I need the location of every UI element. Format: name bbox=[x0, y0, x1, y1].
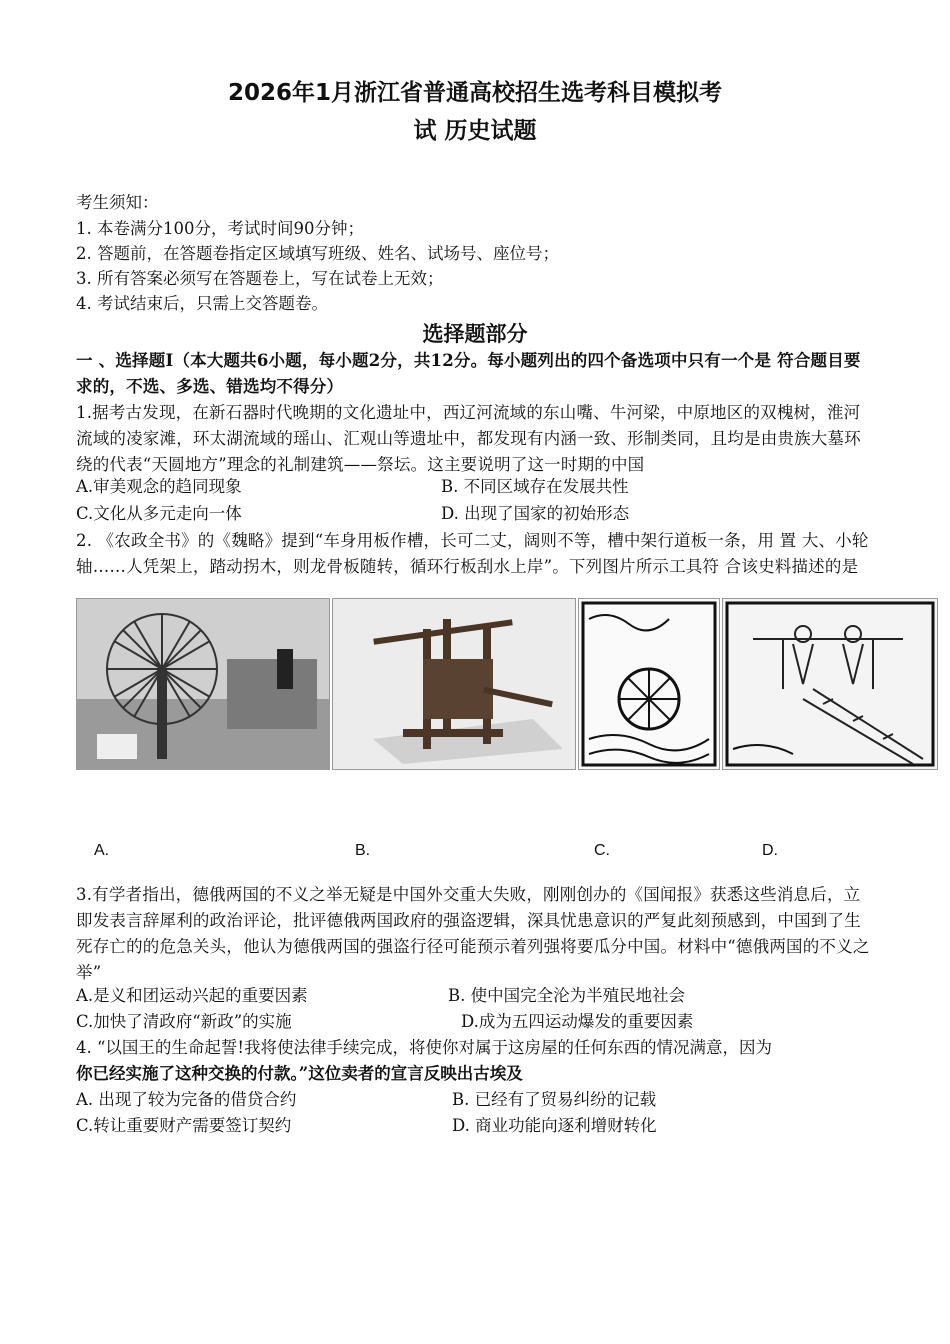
image-spinning-wheel bbox=[76, 598, 330, 770]
image-waterwheel-woodcut bbox=[578, 598, 720, 770]
notice-item: 1. 本卷满分100分，考试时间90分钟； bbox=[76, 219, 364, 238]
notice-heading: 考生须知： bbox=[76, 193, 159, 212]
notice-item: 2. 答题前，在答题卷指定区域填写班级、姓名、试场号、座位号； bbox=[76, 244, 559, 263]
image-wooden-machine-model bbox=[332, 598, 576, 770]
q1-option-d: D. 出现了国家的初始形态 bbox=[441, 504, 630, 523]
q1-option-b: B. 不同区域存在发展共性 bbox=[441, 477, 629, 496]
q3-option-c: C.加快了清政府“新政”的实施 bbox=[76, 1012, 292, 1031]
section-title: 选择题部分 bbox=[422, 322, 528, 346]
q2-label-d: D. bbox=[762, 842, 778, 859]
q4-option-a: A. 出现了较为完备的借贷合约 bbox=[76, 1090, 297, 1109]
question-1-stem: 1.据考古发现，在新石器时代晚期的文化遗址中，西辽河流域的东山嘴、牛河梁，中原地区的双槐树，淮河流域的凌家滩，环太湖流域的瑶山、汇观山等遗址中，都发现有内涵一致、形制类同，且均是由贵族大墓环绕的代表“天圆地方”理念的礼制建筑——祭坛。这主要说明了这一时期的中国 bbox=[76, 403, 861, 474]
q2-label-a: A. bbox=[94, 842, 110, 859]
q3-option-d: D.成为五四运动爆发的重要因素 bbox=[461, 1012, 694, 1031]
q4-option-d: D. 商业功能向逐利增财转化 bbox=[452, 1116, 657, 1135]
q4-option-b: B. 已经有了贸易纠纷的记载 bbox=[452, 1090, 657, 1109]
notice-item: 4. 考试结束后，只需上交答题卷。 bbox=[76, 294, 328, 313]
q3-option-a: A.是义和团运动兴起的重要因素 bbox=[76, 986, 308, 1005]
image-dragon-bone-pump-woodcut bbox=[722, 598, 938, 770]
q2-label-b: B. bbox=[355, 842, 371, 859]
question-3-stem: 3.有学者指出，德俄两国的不义之举无疑是中国外交重大失败，刚刚创办的《国闻报》获悉这些消息后，立即发表言辞犀利的政治评论，批评德俄两国政府的强盗逻辑，深具忧患意识的严复此刻预感到，中国到了生死存亡的的危急关头，他认为德俄两国的强盗行径可能预示着列强将要瓜分中国。材料中“德俄两国的不义之举” bbox=[76, 885, 870, 982]
question-2-stem: 2. 《农政全书》的《魏略》提到“车身用板作槽，长可二丈，阔则不等，槽中架行道板一条，用 置 大、小轮轴……人凭架上，踏动拐木，则龙骨板随转，循环行板刮水上岸”。下列图片所示工具符 合该史料描述的是 bbox=[76, 531, 869, 576]
exam-title-line1: 2026年1月浙江省普通高校招生选考科目模拟考 bbox=[227, 80, 723, 106]
q2-label-c: C. bbox=[594, 842, 610, 859]
q1-option-c: C.文化从多元走向一体 bbox=[76, 504, 242, 523]
question-4-stem-line2: 你已经实施了这种交换的付款。”这位卖者的宣言反映出古埃及 bbox=[76, 1064, 523, 1083]
question-4-stem-line1: 4. “以国王的生命起誓!我将使法律手续完成，将使你对属于这房屋的任何东西的情况满意，因为 bbox=[76, 1038, 773, 1057]
part-heading: 一 、选择题Ⅰ（本大题共6小题，每小题2分，共12分。每小题列出的四个备选项中只有一个是 符合题目要求的，不选、多选、错选均不得分） bbox=[76, 351, 861, 396]
notice-item: 3. 所有答案必须写在答题卷上，写在试卷上无效； bbox=[76, 269, 444, 288]
q3-option-b: B. 使中国完全沦为半殖民地社会 bbox=[448, 986, 686, 1005]
exam-title-line2: 试 历史试题 bbox=[413, 118, 537, 144]
q1-option-a: A.审美观念的趋同现象 bbox=[76, 477, 242, 496]
q4-option-c: C.转让重要财产需要签订契约 bbox=[76, 1116, 292, 1135]
